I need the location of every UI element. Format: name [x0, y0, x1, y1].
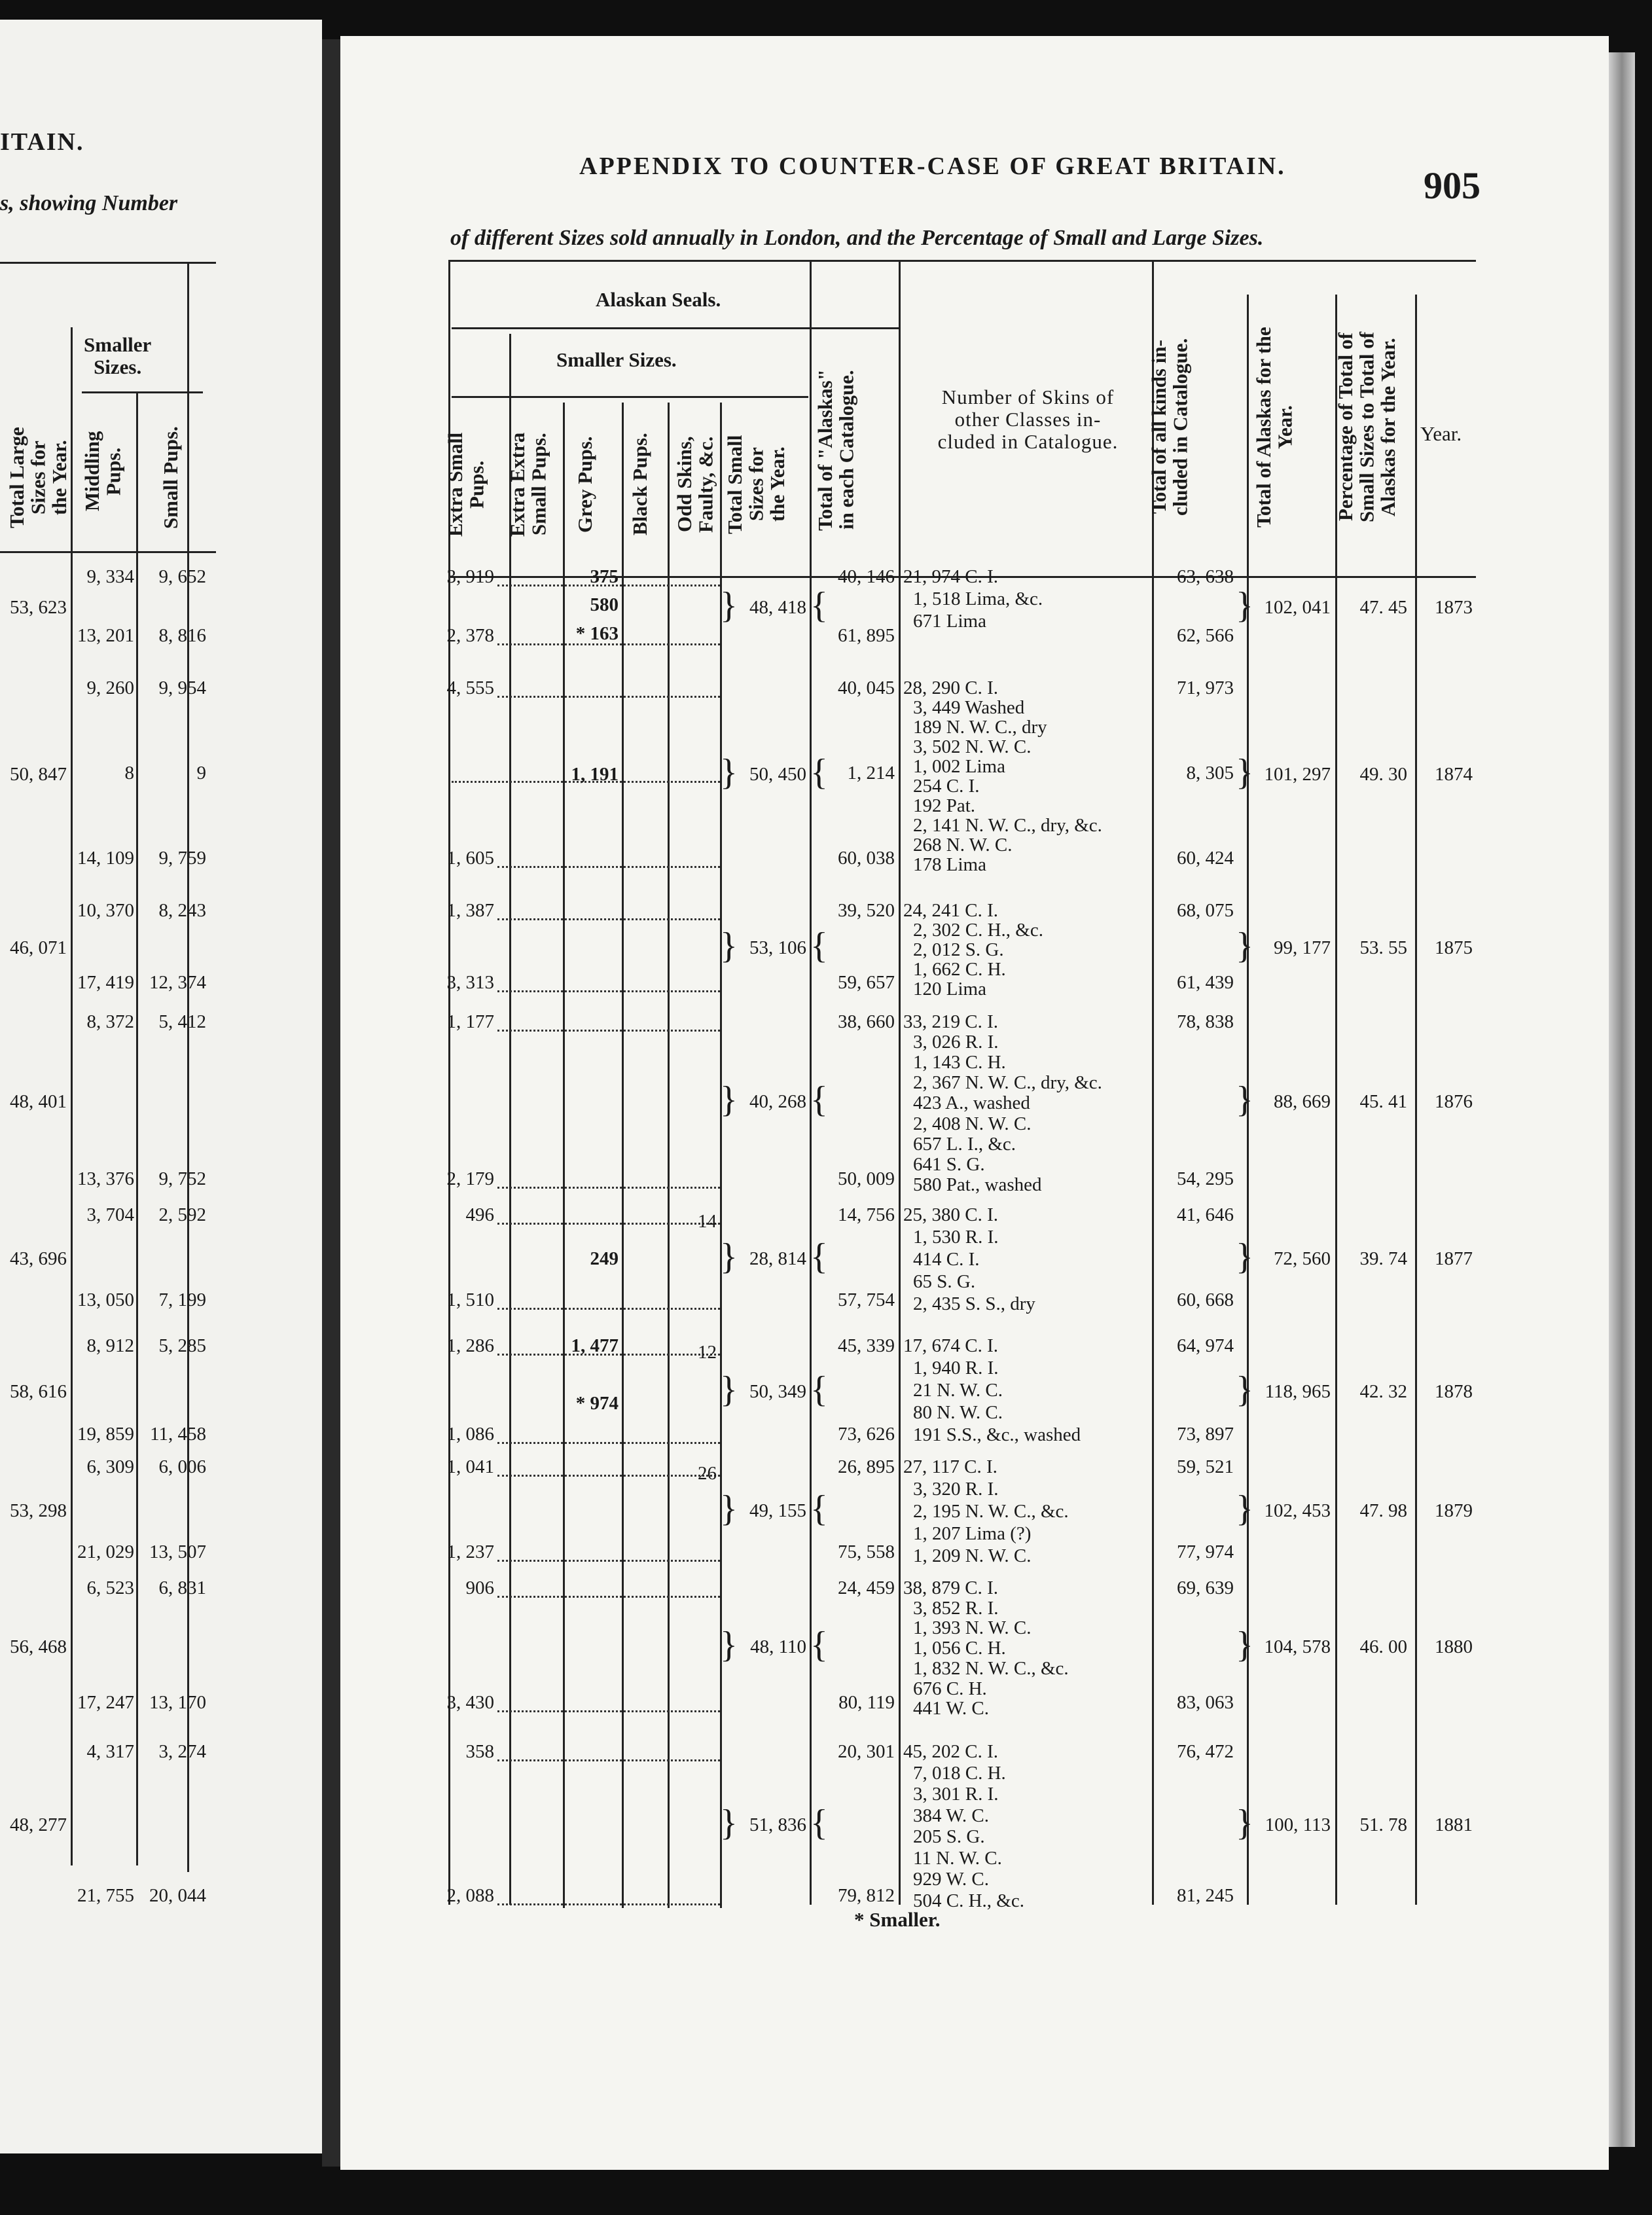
all-kinds-value: 73, 897 [1177, 1424, 1234, 1445]
left-page-subtitle: s, showing Number [0, 191, 178, 215]
grey-pups-value: 249 [590, 1248, 619, 1269]
extra-small-pups-value: 1, 286 [446, 1335, 494, 1356]
alaskas-catalogue-value: 14, 756 [838, 1204, 895, 1225]
left-rule-top [0, 262, 216, 264]
book-gutter [322, 39, 340, 2167]
extra-small-pups-value: 1, 510 [446, 1289, 494, 1310]
left-total-large-value: 53, 298 [10, 1500, 67, 1521]
left-middling-value: 13, 050 [77, 1289, 134, 1310]
dotted-leader [497, 1030, 720, 1032]
percentage-value: 39. 74 [1359, 1248, 1407, 1269]
left-small-pups-value: 13, 170 [149, 1692, 206, 1713]
page-subtitle: of different Sizes sold annually in London, and the Percentage of Small and Large Sizes. [450, 226, 1264, 250]
all-kinds-value: 78, 838 [1177, 1011, 1234, 1032]
column-line [622, 403, 624, 1908]
col-alaskas-year: Total of Alaskas for the Year. [1252, 327, 1297, 528]
other-classes-entry: 3, 449 Washed [913, 697, 1025, 718]
other-classes-entry: 189 N. W. C., dry [913, 717, 1047, 738]
brace: { [810, 1369, 828, 1410]
other-classes-entry: 1, 940 R. I. [913, 1358, 999, 1378]
alaskas-year-value: 88, 669 [1274, 1091, 1331, 1112]
alaskas-catalogue-value: 50, 009 [838, 1168, 895, 1189]
left-small-pups-value: 9 [196, 763, 206, 783]
alaskas-catalogue-value: 59, 657 [838, 972, 895, 993]
odd-skins-value: 26 [698, 1463, 717, 1484]
left-total-large-value: 48, 277 [10, 1814, 67, 1835]
brace: } [720, 752, 738, 793]
extra-small-pups-value: 3, 430 [446, 1692, 494, 1713]
total-small-sizes-value: 48, 418 [749, 597, 806, 618]
other-classes-entry: 27, 117 C. I. [903, 1456, 997, 1477]
other-classes-entry: 2, 367 N. W. C., dry, &c. [913, 1072, 1102, 1094]
col-total-alaskas-catalogue: Total of "Alaskas" in each Catalogue. [814, 369, 858, 531]
other-classes-entry: 1, 832 N. W. C., &c. [913, 1657, 1069, 1679]
alaskas-catalogue-value: 61, 895 [838, 625, 895, 646]
left-col-line-2 [136, 393, 138, 1865]
percentage-value: 46. 00 [1359, 1636, 1407, 1657]
dotted-leader [497, 990, 720, 992]
dotted-leader [497, 866, 720, 868]
dotted-leader [497, 1759, 720, 1761]
left-total-large-value: 50, 847 [10, 764, 67, 785]
other-classes-entry: 191 S.S., &c., washed [913, 1424, 1081, 1445]
left-small-pups-value: 11, 458 [150, 1424, 206, 1445]
extra-small-pups-value: 1, 086 [446, 1424, 494, 1445]
left-middling-value: 8 [124, 763, 134, 783]
alaskas-catalogue-value: 40, 146 [838, 566, 895, 587]
other-classes-entry: 21, 974 C. I. [903, 566, 998, 587]
alaskas-catalogue-value: 1, 214 [847, 763, 895, 783]
left-total-large-value: 56, 468 [10, 1636, 67, 1657]
total-small-sizes-value: 49, 155 [749, 1500, 806, 1521]
other-classes-entry: 17, 674 C. I. [903, 1335, 998, 1356]
grey-pups-value: 375 [590, 566, 619, 587]
left-middling-value: 21, 755 [77, 1885, 134, 1906]
total-small-sizes-value: 53, 106 [749, 937, 806, 958]
other-classes-entry: 65 S. G. [913, 1271, 976, 1292]
all-kinds-value: 60, 668 [1177, 1289, 1234, 1310]
brace: } [720, 1369, 738, 1410]
left-col-small-pups: Small Pups. [159, 426, 182, 530]
grey-pups-value: 1, 477 [571, 1335, 619, 1356]
other-classes-entry: 657 L. I., &c. [913, 1133, 1016, 1155]
all-kinds-value: 63, 638 [1177, 566, 1234, 587]
column-line [668, 403, 670, 1908]
dotted-leader [497, 918, 720, 920]
other-classes-entry: 1, 662 C. H. [913, 959, 1006, 980]
all-kinds-value: 68, 075 [1177, 900, 1234, 921]
year-value: 1873 [1435, 597, 1473, 618]
all-kinds-value: 41, 646 [1177, 1204, 1234, 1225]
alaskan-seals-rule [452, 327, 900, 329]
other-classes-entry: 3, 502 N. W. C. [913, 736, 1032, 757]
other-classes-entry: 580 Pat., washed [913, 1174, 1042, 1195]
col-grey-pups: Grey Pups. [573, 436, 596, 533]
extra-small-pups-value: 3, 919 [446, 566, 494, 587]
left-small-pups-value: 9, 954 [158, 677, 206, 698]
left-small-pups-value: 8, 816 [158, 625, 206, 646]
left-col-line-1 [71, 327, 73, 1865]
grey-pups-value: * 163 [575, 622, 619, 644]
left-col-total-large: Total Large Sizes for the Year. [5, 427, 71, 529]
year-value: 1879 [1435, 1500, 1473, 1521]
left-small-pups-value: 12, 374 [149, 972, 206, 993]
alaskas-catalogue-value: 38, 660 [838, 1011, 895, 1032]
other-classes-entry: 2, 141 N. W. C., dry, &c. [913, 815, 1102, 836]
extra-small-pups-value: 1, 387 [446, 900, 494, 921]
col-total-small: Total Small Sizes for the Year. [723, 435, 789, 534]
total-small-sizes-value: 40, 268 [749, 1091, 806, 1112]
brace: { [810, 1079, 828, 1120]
odd-skins-value: 12 [698, 1342, 717, 1363]
page-title: APPENDIX TO COUNTER-CASE OF GREAT BRITAIN. [579, 153, 1286, 180]
brace: } [720, 1079, 738, 1120]
left-middling-value: 9, 260 [86, 677, 134, 698]
percentage-value: 49. 30 [1359, 764, 1407, 785]
other-classes-entry: 441 W. C. [913, 1698, 990, 1720]
brace: } [1236, 926, 1253, 966]
left-middling-value: 17, 419 [77, 972, 134, 993]
other-classes-entry: 2, 012 S. G. [913, 939, 1004, 960]
brace: } [720, 585, 738, 626]
other-classes-entry: 120 Lima [913, 979, 986, 999]
all-kinds-value: 77, 974 [1177, 1541, 1234, 1562]
brace: } [1236, 1624, 1253, 1665]
brace: { [810, 1624, 828, 1665]
col-extra-extra-small: Extra Extra Small Pups. [506, 432, 550, 537]
other-classes-entry: 45, 202 C. I. [903, 1741, 998, 1762]
other-classes-entry: 1, 002 Lima [913, 756, 1005, 777]
percentage-value: 51. 78 [1359, 1814, 1407, 1835]
all-kinds-value: 76, 472 [1177, 1741, 1234, 1762]
dotted-leader [497, 696, 720, 698]
extra-small-pups-value: 1, 177 [446, 1011, 494, 1032]
page-edges [1609, 52, 1635, 2147]
column-line [720, 403, 722, 1908]
left-middling-value: 10, 370 [77, 900, 134, 921]
brace: { [810, 752, 828, 793]
left-middling-value: 8, 912 [86, 1335, 134, 1356]
left-total-large-value: 53, 623 [10, 597, 67, 618]
other-classes-entry: 268 N. W. C. [913, 835, 1013, 855]
all-kinds-value: 81, 245 [1177, 1885, 1234, 1906]
smaller-sizes-rule [452, 396, 808, 398]
brace: { [810, 926, 828, 966]
left-small-pups-value: 5, 412 [158, 1011, 206, 1032]
left-rule-sub [82, 391, 203, 393]
left-small-pups-value: 2, 592 [158, 1204, 206, 1225]
alaskas-catalogue-value: 40, 045 [838, 677, 895, 698]
left-middling-value: 3, 704 [86, 1204, 134, 1225]
other-classes-entry: 178 Lima [913, 854, 986, 875]
dotted-leader [497, 1710, 720, 1712]
alaskas-catalogue-value: 26, 895 [838, 1456, 895, 1477]
all-kinds-value: 62, 566 [1177, 625, 1234, 646]
alaskas-catalogue-value: 24, 459 [838, 1577, 895, 1598]
other-classes-entry: 423 A., washed [913, 1092, 1030, 1114]
other-classes-entry: 24, 241 C. I. [903, 900, 998, 921]
alaskas-catalogue-value: 79, 812 [838, 1885, 895, 1906]
all-kinds-value: 60, 424 [1177, 848, 1234, 869]
header-alaskan-seals: Alaskan Seals. [596, 288, 721, 311]
grey-pups-value: 1, 191 [571, 764, 619, 785]
all-kinds-value: 8, 305 [1186, 763, 1234, 783]
year-value: 1874 [1435, 764, 1473, 785]
column-line [509, 334, 511, 1905]
left-middling-value: 9, 334 [86, 566, 134, 587]
left-page-title: ITAIN. [0, 128, 84, 156]
col-year: Year. [1420, 422, 1462, 445]
col-other-classes: Number of Skins of other Classes in- cluded in Catalogue. [937, 386, 1119, 454]
left-middling-value: 6, 309 [86, 1456, 134, 1477]
left-small-pups-value: 9, 759 [158, 848, 206, 869]
alaskas-year-value: 102, 041 [1264, 597, 1331, 618]
extra-small-pups-value: 496 [465, 1204, 494, 1225]
alaskas-year-value: 99, 177 [1274, 937, 1331, 958]
other-classes-entry: 414 C. I. [913, 1249, 980, 1270]
other-classes-entry: 1, 518 Lima, &c. [913, 588, 1043, 609]
extra-small-pups-value: 4, 555 [446, 677, 494, 698]
other-classes-entry: 11 N. W. C. [913, 1847, 1002, 1869]
page-number: 905 [1424, 164, 1481, 207]
year-value: 1881 [1435, 1814, 1473, 1835]
header-smaller-sizes: Smaller Sizes. [556, 348, 677, 371]
all-kinds-value: 64, 974 [1177, 1335, 1234, 1356]
other-classes-entry: 3, 320 R. I. [913, 1479, 999, 1500]
dotted-leader [497, 1187, 720, 1189]
other-classes-entry: 1, 530 R. I. [913, 1227, 999, 1248]
left-middling-value: 19, 859 [77, 1424, 134, 1445]
brace: { [810, 1488, 828, 1529]
all-kinds-value: 83, 063 [1177, 1692, 1234, 1713]
alaskas-year-value: 102, 453 [1264, 1500, 1331, 1521]
other-classes-entry: 671 Lima [913, 611, 986, 632]
alaskas-year-value: 101, 297 [1264, 764, 1331, 785]
left-middling-value: 13, 201 [77, 625, 134, 646]
alaskas-catalogue-value: 39, 520 [838, 900, 895, 921]
brace: } [1236, 1369, 1253, 1410]
alaskas-catalogue-value: 60, 038 [838, 848, 895, 869]
footnote: * Smaller. [854, 1908, 941, 1931]
brace: } [720, 1803, 738, 1843]
alaskas-year-value: 118, 965 [1265, 1380, 1331, 1402]
year-value: 1876 [1435, 1091, 1473, 1112]
brace: } [1236, 585, 1253, 626]
extra-small-pups-value: 2, 088 [446, 1885, 494, 1906]
left-small-pups-value: 9, 652 [158, 566, 206, 587]
left-col-line-3 [187, 262, 189, 1872]
extra-small-pups-value: 2, 378 [446, 625, 494, 646]
left-small-pups-value: 6, 831 [158, 1577, 206, 1598]
alaskas-catalogue-value: 75, 558 [838, 1541, 895, 1562]
dotted-leader [497, 1596, 720, 1598]
alaskas-year-value: 72, 560 [1274, 1248, 1331, 1269]
left-rule-header [0, 551, 216, 553]
other-classes-entry: 384 W. C. [913, 1805, 990, 1826]
left-total-large-value: 58, 616 [10, 1380, 67, 1402]
left-small-pups-value: 5, 285 [158, 1335, 206, 1356]
column-line [899, 262, 901, 1905]
other-classes-entry: 33, 219 C. I. [903, 1011, 998, 1032]
brace: { [810, 1236, 828, 1277]
left-total-large-value: 48, 401 [10, 1091, 67, 1112]
left-middling-value: 14, 109 [77, 848, 134, 869]
left-middling-value: 21, 029 [77, 1541, 134, 1562]
other-classes-entry: 2, 435 S. S., dry [913, 1293, 1035, 1314]
grey-pups-value: 580 [590, 594, 619, 616]
all-kinds-value: 61, 439 [1177, 972, 1234, 993]
other-classes-entry: 2, 195 N. W. C., &c. [913, 1501, 1069, 1522]
alaskas-catalogue-value: 57, 754 [838, 1289, 895, 1310]
brace: } [1236, 1803, 1253, 1843]
brace: } [720, 1624, 738, 1665]
dotted-leader [497, 1903, 720, 1905]
left-small-pups-value: 3, 274 [158, 1741, 206, 1762]
other-classes-entry: 1, 207 Lima (?) [913, 1523, 1032, 1544]
grey-pups-value: * 974 [575, 1392, 619, 1414]
left-small-pups-value: 7, 199 [158, 1289, 206, 1310]
other-classes-entry: 2, 302 C. H., &c. [913, 920, 1043, 941]
left-middling-value: 8, 372 [86, 1011, 134, 1032]
percentage-value: 47. 45 [1359, 597, 1407, 618]
extra-small-pups-value: 906 [465, 1577, 494, 1598]
odd-skins-value: 14 [698, 1211, 717, 1232]
dotted-leader [497, 1308, 720, 1310]
other-classes-entry: 1, 209 N. W. C. [913, 1545, 1032, 1566]
alaskas-catalogue-value: 45, 339 [838, 1335, 895, 1356]
brace: } [720, 926, 738, 966]
left-small-pups-value: 9, 752 [158, 1168, 206, 1189]
total-small-sizes-value: 50, 450 [749, 764, 806, 785]
other-classes-entry: 2, 408 N. W. C. [913, 1113, 1032, 1134]
alaskas-catalogue-value: 73, 626 [838, 1424, 895, 1445]
brace: { [810, 1803, 828, 1843]
all-kinds-value: 71, 973 [1177, 677, 1234, 698]
percentage-value: 42. 32 [1359, 1380, 1407, 1402]
col-all-kinds: Total of all kinds in- cluded in Catalogue. [1147, 338, 1192, 516]
other-classes-entry: 676 C. H. [913, 1678, 987, 1699]
total-small-sizes-value: 48, 110 [750, 1636, 806, 1657]
col-odd-skins: Odd Skins, Faulty, &c. [673, 436, 717, 533]
dotted-leader [497, 1442, 720, 1444]
other-classes-entry: 38, 879 C. I. [903, 1577, 998, 1598]
extra-small-pups-value: 358 [465, 1741, 494, 1762]
other-classes-entry: 25, 380 C. I. [903, 1204, 998, 1225]
dotted-leader [497, 1560, 720, 1562]
extra-small-pups-value: 1, 041 [446, 1456, 494, 1477]
left-small-pups-value: 6, 006 [158, 1456, 206, 1477]
extra-small-pups-value: 1, 237 [446, 1541, 494, 1562]
all-kinds-value: 59, 521 [1177, 1456, 1234, 1477]
brace: } [720, 1236, 738, 1277]
other-classes-entry: 192 Pat. [913, 795, 976, 816]
other-classes-entry: 28, 290 C. I. [903, 677, 998, 698]
extra-small-pups-value: 3, 313 [446, 972, 494, 993]
other-classes-entry: 1, 393 N. W. C. [913, 1617, 1032, 1639]
total-small-sizes-value: 28, 814 [749, 1248, 806, 1269]
left-middling-value: 6, 523 [86, 1577, 134, 1598]
brace: } [1236, 752, 1253, 793]
left-small-pups-value: 13, 507 [149, 1541, 206, 1562]
col-percentage: Percentage of Total of Small Sizes to Total of Alaskas for the Year. [1334, 331, 1400, 523]
alaskas-catalogue-value: 20, 301 [838, 1741, 895, 1762]
other-classes-entry: 1, 143 C. H. [913, 1052, 1006, 1073]
year-value: 1878 [1435, 1380, 1473, 1402]
other-classes-entry: 929 W. C. [913, 1869, 990, 1890]
left-total-large-value: 46, 071 [10, 937, 67, 958]
total-small-sizes-value: 50, 349 [749, 1380, 806, 1402]
left-total-large-value: 43, 696 [10, 1248, 67, 1269]
other-classes-entry: 80 N. W. C. [913, 1402, 1003, 1423]
other-classes-entry: 3, 852 R. I. [913, 1597, 999, 1619]
other-classes-entry: 254 C. I. [913, 776, 980, 797]
left-small-pups-value: 8, 243 [158, 900, 206, 921]
all-kinds-value: 69, 639 [1177, 1577, 1234, 1598]
percentage-value: 53. 55 [1359, 937, 1407, 958]
year-value: 1877 [1435, 1248, 1473, 1269]
left-middling-value: 17, 247 [77, 1692, 134, 1713]
brace: } [1236, 1488, 1253, 1529]
total-small-sizes-value: 51, 836 [749, 1814, 806, 1835]
all-kinds-value: 54, 295 [1177, 1168, 1234, 1189]
year-value: 1875 [1435, 937, 1473, 958]
percentage-value: 45. 41 [1359, 1091, 1407, 1112]
alaskas-year-value: 104, 578 [1264, 1636, 1331, 1657]
left-col-middling: Middling Pups. [81, 431, 125, 512]
left-small-pups-value: 20, 044 [149, 1885, 206, 1906]
extra-small-pups-value: 1, 605 [446, 848, 494, 869]
year-value: 1880 [1435, 1636, 1473, 1657]
alaskas-catalogue-value: 80, 119 [838, 1692, 895, 1713]
brace: } [1236, 1079, 1253, 1120]
other-classes-entry: 3, 026 R. I. [913, 1032, 999, 1053]
alaskas-year-value: 100, 113 [1265, 1814, 1331, 1835]
percentage-value: 47. 98 [1359, 1500, 1407, 1521]
col-black-pups: Black Pups. [628, 433, 651, 536]
other-classes-entry: 7, 018 C. H. [913, 1762, 1006, 1784]
other-classes-entry: 21 N. W. C. [913, 1380, 1003, 1401]
other-classes-entry: 205 S. G. [913, 1826, 985, 1847]
brace: } [1236, 1236, 1253, 1277]
left-col-smaller-sizes: Smaller Sizes. [84, 333, 152, 379]
table-top-rule [448, 260, 1476, 262]
left-middling-value: 4, 317 [86, 1741, 134, 1762]
brace: { [810, 585, 828, 626]
other-classes-entry: 641 S. G. [913, 1153, 985, 1175]
extra-small-pups-value: 2, 179 [446, 1168, 494, 1189]
other-classes-entry: 1, 056 C. H. [913, 1638, 1006, 1659]
left-middling-value: 13, 376 [77, 1168, 134, 1189]
brace: } [720, 1488, 738, 1529]
other-classes-entry: 3, 301 R. I. [913, 1784, 999, 1805]
other-classes-entry: 504 C. H., &c. [913, 1890, 1024, 1911]
col-extra-small: Extra Small Pups. [444, 432, 488, 537]
